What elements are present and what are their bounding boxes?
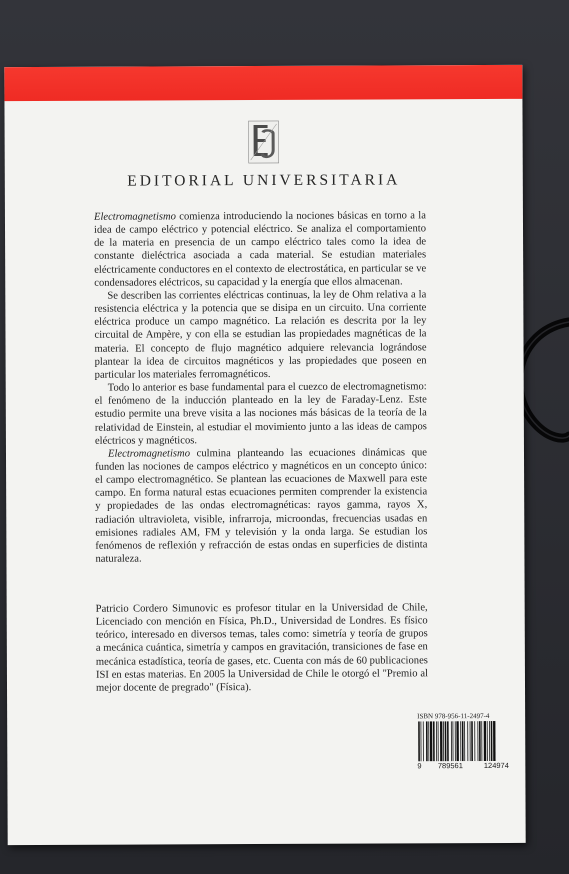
barcode-digits-group-1: 789561 (437, 761, 463, 771)
description-paragraph-1 (94, 209, 426, 289)
author-bio: Patricio Cordero Simunovic es profesor titular en la Universidad de Chile, Licenciado con mención en Física, Ph.D., Universidad de Londres. Es físico teórico, interesado en diversos temas, tales como: simetría y teoría de grupos a mecánica cuántica, simetría y campos en gravitación, transiciones de fase en mecánica estadística, teoría de gases, etc. Cuenta con más de 60 publicaciones ISI en estas materias. En 2005 la Universidad de Chile le otorgó el "Premio al mejor docente de pregrado" (Física). (95, 602, 428, 694)
description-text: comienza introduciendo la nociones básicas en torno a la idea de campo eléctrico y potencial eléctrico. Se analiza el comportamiento de la materia en presencia de un campo eléctrico tales como la idea de constante dieléctrica asociada a cada material. Se estudian materiales eléctricamente conductores en el contexto de electrostática, en particular se ve condensadores eléctricos, su capacidad y la energía que ellos almacenan. (93, 210, 427, 289)
description-paragraph-2: Se describen las corrientes eléctricas continuas, la ley de Ohm relativa a la resistencia eléctrica y la potencia que se disipa en un circuito. Una corriente eléctrica produce un campo magnético. La relación es descrita por la ley circuital de Ampère, y con ella se estudian las propiedades magnéticas de la materia. El concepto de flujo magnético adquiere relevancia lográndose plantear la idea de circuitos magnéticos y las propiedades que poseen en particular los materiales ferromagnéticos. (94, 289, 427, 381)
isbn-label: ISBN 978-956-11-2497-4 (417, 712, 490, 721)
barcode-digits-group-2: 124974 (483, 760, 509, 771)
barcode-digits (417, 761, 523, 770)
description-paragraph-3: Todo lo anterior es base fundamental para el cuezco de electromagnetismo: el fenómeno de la inducción planteado en la ley de Faraday-Lenz. Este estudio permite una breve visita a las nociones más básicas de la teoría de la relatividad de Einstein, al estudiar el movimiento junto a las ideas de campos eléctricos y magnéticos. (94, 381, 427, 447)
book-description (94, 209, 428, 566)
barcode-icon (417, 721, 523, 761)
description-paragraph-4 (95, 446, 428, 566)
book-title-italic: Electromagnetismo (93, 211, 176, 223)
barcode-digit-first: 9 (417, 761, 422, 771)
red-top-band (4, 65, 522, 101)
description-text: culmina planteando las ecuaciones dinámicas que funden las nociones de campos eléctrico y magnéticos en un concepto único: el campo electromagnético. Se plantean las ecuaciones de Maxwell para este campo. En forma natural estas ecuaciones permiten comprender la existencia y propiedades de las ondas electromagnéticas: rayos gamma, rayos X, radiación ultravioleta, visible, infrarroja, microondas, frecuencias usadas en emisiones radiales AM, FM y televisión y la onda larga. Se estudian los fenómenos de reflexión y refracción de estas ondas en superficies de distinta naturaleza. (95, 447, 428, 565)
publisher-name: EDITORIAL UNIVERSITARIA (127, 171, 401, 190)
book-back-cover (4, 65, 525, 845)
eu-monogram-logo (248, 120, 280, 164)
book-title-italic: Electromagnetismo (107, 448, 191, 460)
